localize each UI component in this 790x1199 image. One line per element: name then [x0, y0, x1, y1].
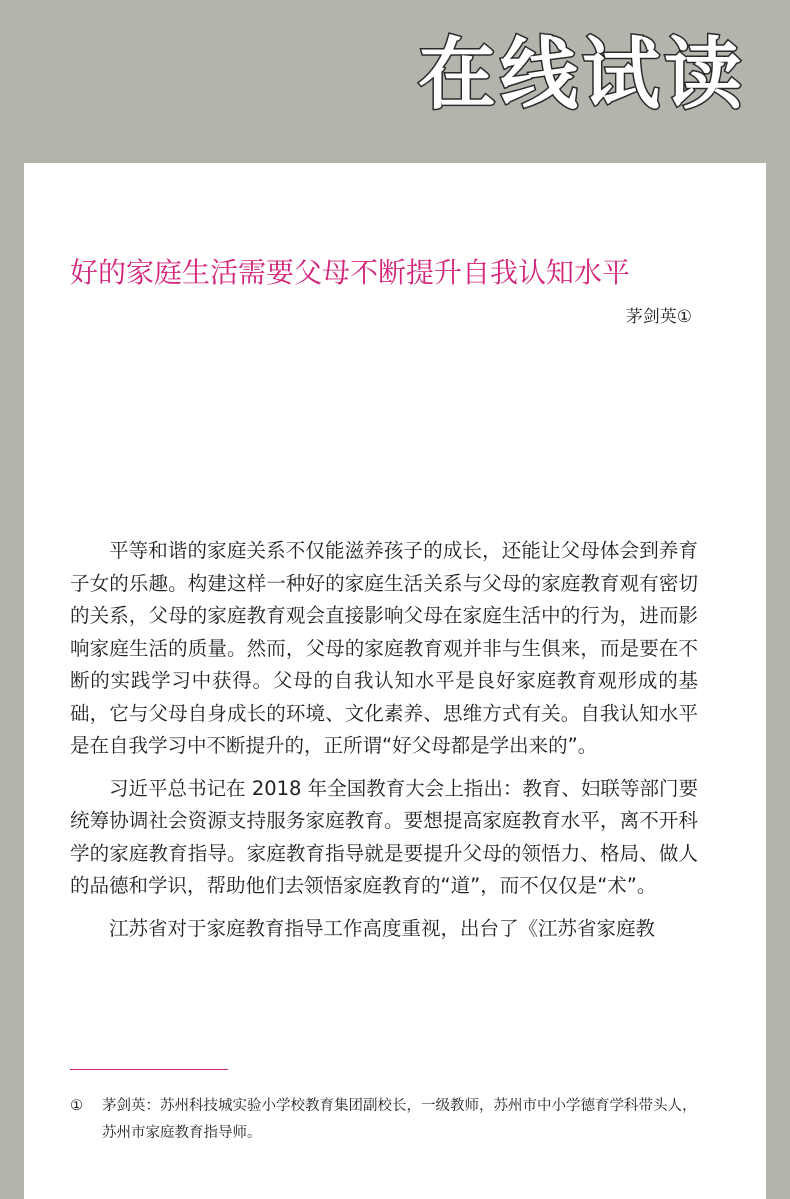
article-title: 好的家庭生活需要父母不断提升自我认知水平: [70, 256, 631, 289]
paragraph-1: 平等和谐的家庭关系不仅能滋养孩子的成长，还能让父母体会到养育子女的乐趣。构建这样一种好的家庭生活关系与父母的家庭教育观有密切的关系，父母的家庭教育观会直接影响父母在家庭生活中的行为，进而影响家庭生活的质量。然而，父母的家庭教育观并非与生俱来，而是要在不断的实践学习中获得。父母的自我认知水平是良好家庭教育观形成的基础，它与父母自身成长的环境、文化素养、思维方式有关。自我认知水平是在自我学习中不断提升的，正所谓“好父母都是学出来的”。: [70, 539, 698, 757]
footnote: [70, 1093, 700, 1147]
author-name: 茅剑英①: [625, 307, 692, 327]
paragraph-2: 习近平总书记在 2018 年全国教育大会上指出：教育、妇联等部门要统筹协调社会资源支持服务家庭教育。要想提高家庭教育水平，离不开科学的家庭教育指导。家庭教育指导就是要提升父母的领悟力、格局、做人的品德和学识，帮助他们去领悟家庭教育的“道”，而不仅仅是“术”。: [70, 776, 698, 897]
article-body: [70, 535, 698, 955]
footnote-text: 茅剑英：苏州科技城实验小学校教育集团副校长，一级教师，苏州市中小学德育学科带头人，苏州市家庭教育指导师。: [102, 1098, 697, 1141]
book-page: [24, 163, 766, 1199]
paragraph-3: 江苏省对于家庭教育指导工作高度重视，出台了《江苏省家庭教: [109, 916, 656, 940]
banner-title: 在线试读: [417, 30, 746, 120]
footnote-marker: ①: [70, 1098, 83, 1114]
footnote-divider: [70, 1069, 228, 1070]
